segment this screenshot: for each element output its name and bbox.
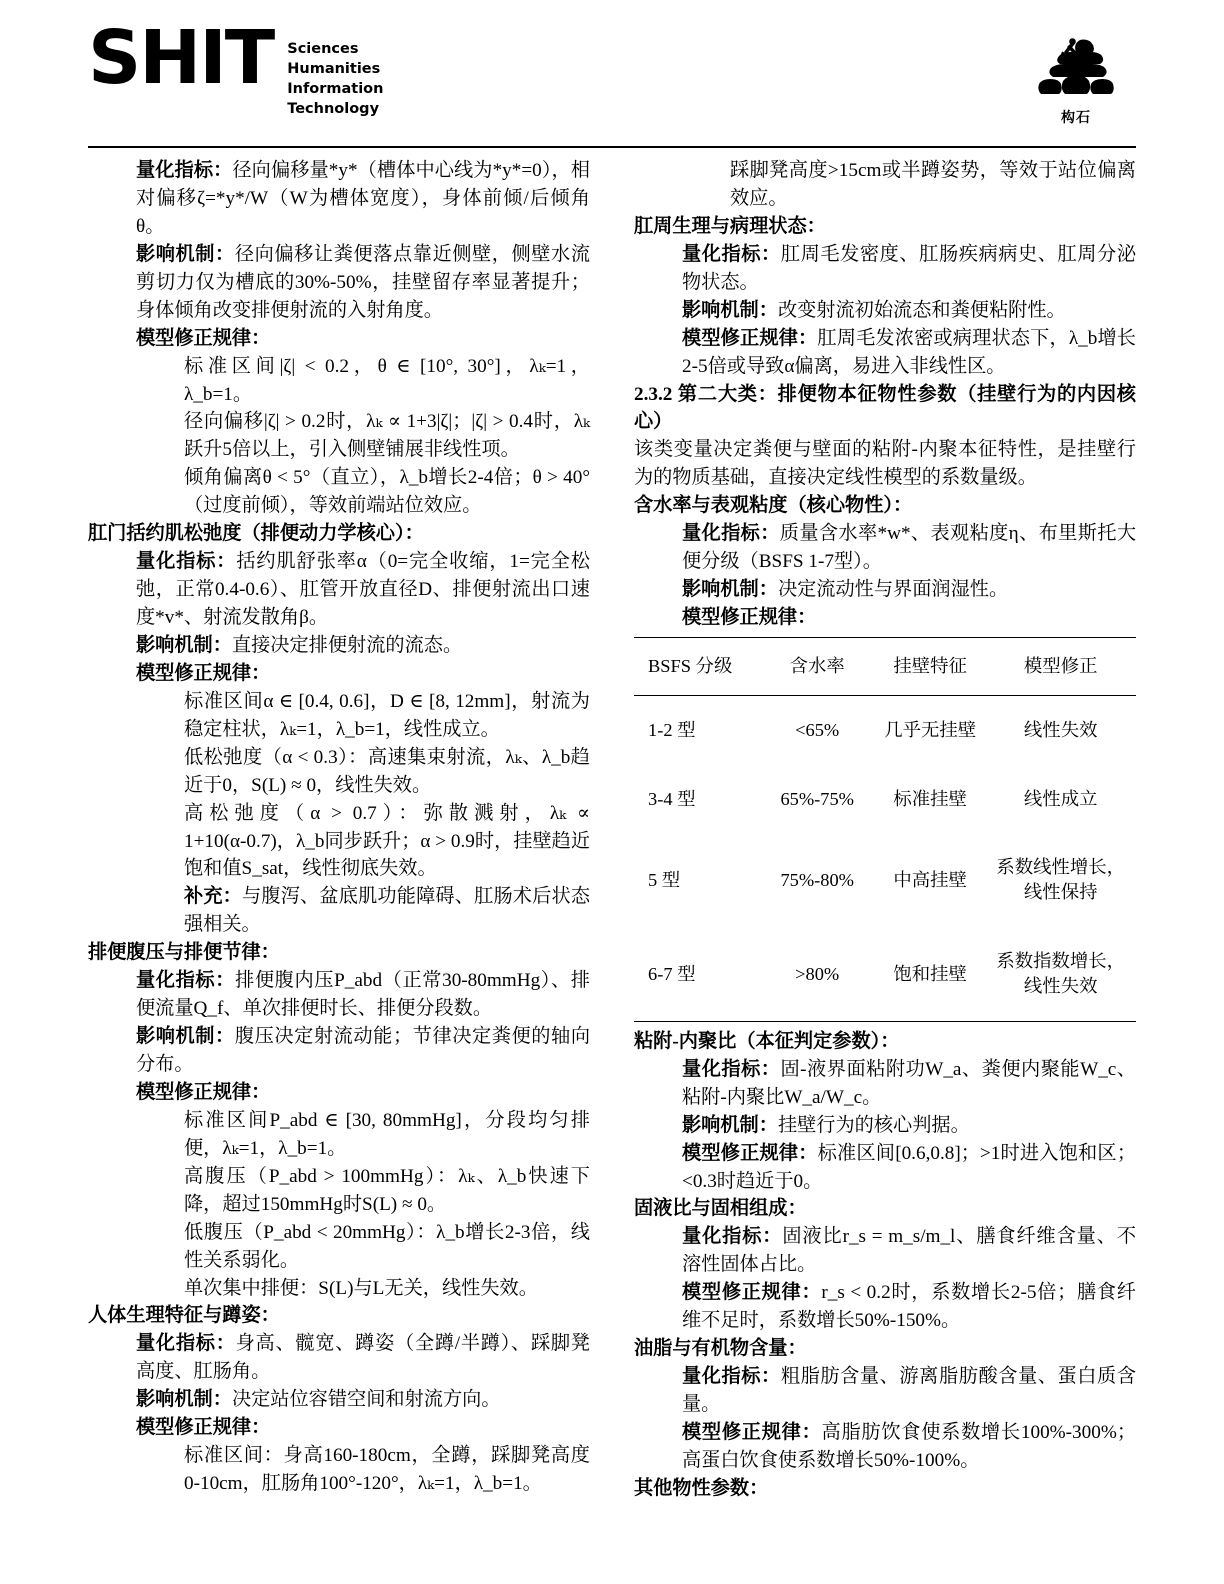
paragraph-text: 固-液界面粘附功W_a、粪便内聚能W_c、粘附-内聚比W_a/W_c。: [682, 1058, 1136, 1108]
paragraph-label: 量化指标：: [682, 1226, 783, 1248]
brand-tagline: [287, 28, 383, 119]
table-row: [634, 765, 1136, 834]
content-paragraph: [88, 1442, 590, 1498]
brand-tagline-line-2: Humanities: [287, 61, 381, 77]
paragraph-label: 模型修正规律：: [682, 1421, 822, 1443]
cell-water-content: <65%: [760, 695, 875, 764]
content-paragraph: [88, 157, 590, 241]
paragraph-text: 低腹压（P_abd < 20mmHg）：λ_b增长2-3倍，线性关系弱化。: [184, 1221, 590, 1271]
bsfs-header-grade: BSFS 分级: [634, 637, 760, 695]
paragraph-text: 高松弛度（α > 0.7）：弥散溅射，λₖ ∝ 1+10(α-0.7)，λ_b同步跃升；α > 0.9时，挂壁趋近饱和值S_sat，线性彻底失效。: [184, 802, 591, 880]
paragraph-text: 径向偏移让粪便落点靠近侧壁，侧壁水流剪切力仅为槽底的30%-50%，挂壁留存率显著提升；身体倾角改变排便射流的入射角度。: [136, 243, 591, 321]
table-row: [634, 695, 1136, 764]
paragraph-text: 踩脚凳高度>15cm或半蹲姿势，等效于站位偏离效应。: [730, 160, 1136, 209]
content-paragraph: [88, 967, 590, 1023]
stacked-stones-icon: [1033, 30, 1119, 106]
brand-tagline-line-4: Technology: [287, 101, 380, 117]
content-paragraph: [88, 1330, 590, 1386]
paragraph-label: 模型修正规律：: [682, 607, 817, 628]
right-column-top-blocks: [634, 157, 1136, 632]
section-heading: [634, 1335, 1136, 1363]
paragraph-label: 影响机制：: [136, 243, 235, 265]
paragraph-label: 模型修正规律：: [136, 1081, 271, 1103]
paragraph-text: 高脂肪饮食使系数增长100%-300%；高蛋白饮食使系数增长50%-100%。: [682, 1421, 1137, 1471]
section-heading: [634, 1195, 1136, 1223]
section-heading: [88, 520, 590, 548]
bsfs-header-water: 含水率: [760, 637, 875, 695]
paragraph-text: 身高、髋宽、蹲姿（全蹲/半蹲）、踩脚凳高度、肛肠角。: [136, 1333, 590, 1383]
paragraph-label: 排便腹压与排便节律：: [88, 942, 280, 964]
paragraph-text: 决定流动性与界面润湿性。: [777, 579, 1009, 601]
paragraph-text: 标准区间P_abd ∈ [30, 80mmHg]，分段均匀排便，λₖ=1，λ_b=1。: [184, 1109, 590, 1159]
table-row: [634, 833, 1136, 927]
paragraph-label: 影响机制：: [682, 579, 778, 601]
brand-wordmark: SHIT: [88, 15, 274, 101]
bsfs-header-model: 模型修正: [985, 637, 1136, 695]
paragraph-label: 影响机制：: [136, 1026, 235, 1048]
paragraph-label: 模型修正规律：: [136, 662, 271, 684]
right-column: [634, 157, 1136, 1503]
paragraph-text: 标准区间：身高160-180cm，全蹲，踩脚凳高度0-10cm，肛肠角100°-120°，λₖ=1，λ_b=1。: [184, 1445, 590, 1495]
cell-grade: 5 型: [648, 869, 681, 890]
cell-model-correction: 线性失效: [985, 695, 1136, 764]
content-paragraph: [634, 1223, 1136, 1279]
section-heading: [634, 1028, 1136, 1056]
content-paragraph: [634, 325, 1136, 381]
cell-wall-feature: 标准挂壁: [893, 788, 967, 809]
content-paragraph: [634, 157, 1136, 213]
paragraph-text: 径向偏移量*y*（槽体中心线为*y*=0），相对偏移ζ=*y*/W（W为槽体宽度），身体前倾/后倾角θ。: [136, 160, 590, 237]
content-paragraph: [88, 744, 590, 800]
paragraph-label: 2.3.2 第二大类：排便物本征物性参数（挂壁行为的内因核心）: [634, 383, 1136, 433]
paragraph-label: 模型修正规律：: [136, 327, 271, 349]
paragraph-text: 肛周毛发浓密或病理状态下，λ_b增长2-5倍或导致α偏离，易进入非线性区。: [682, 327, 1136, 377]
cell-grade: 6-7 型: [634, 927, 760, 1021]
paragraph-text: 直接决定排便射流的流态。: [231, 634, 463, 656]
publisher-mark-label: 构石: [1061, 110, 1091, 126]
paragraph-label: 固液比与固相组成：: [634, 1198, 807, 1220]
paragraph-text: 倾角偏离θ < 5°（直立），λ_b增长2-4倍；θ > 40°（过度前倾），等效前端站位效应。: [184, 467, 590, 517]
content-paragraph: [634, 1363, 1136, 1419]
content-paragraph: [634, 241, 1136, 297]
paragraph-text: 挂壁行为的核心判据。: [777, 1114, 970, 1136]
paragraph-label: 人体生理特征与蹲姿：: [88, 1305, 280, 1327]
section-heading: [634, 1475, 1136, 1503]
cell-wall-feature: 饱和挂壁: [875, 927, 985, 1021]
paragraph-text: 该类变量决定粪便与壁面的粘附-内聚本征特性，是挂壁行为的物质基础，直接决定线性模型的系数量级。: [634, 439, 1136, 489]
paragraph-text: 括约肌舒张率α（0=完全收缩，1=完全松弛，正常0.4-0.6）、肛管开放直径D、排便射流出口速度*v*、射流发散角β。: [136, 551, 590, 628]
table-row: [634, 927, 1136, 1021]
paragraph-label: 量化指标：: [682, 523, 780, 545]
paragraph-label: 其他物性参数：: [634, 1477, 769, 1499]
content-paragraph: [88, 800, 590, 884]
paragraph-text: r_s < 0.2时，系数增长2-5倍；膳食纤维不足时，系数增长50%-150%。: [682, 1282, 1136, 1332]
content-paragraph: [88, 688, 590, 744]
paragraph-label: 量化指标：: [682, 243, 781, 265]
bsfs-table-body: [634, 695, 1136, 1021]
cell-model-correction: 系数线性增长，线性保持: [996, 857, 1126, 903]
paragraph-label: 影响机制：: [682, 299, 778, 321]
bsfs-table-head: [634, 637, 1136, 695]
brand-logo: [88, 15, 384, 119]
body-columns: [88, 157, 1136, 1503]
bsfs-table: [634, 637, 1136, 1022]
section-heading: [88, 939, 590, 967]
paragraph-label: 补充：: [184, 886, 243, 908]
content-paragraph: [88, 353, 590, 409]
cell-model-correction: 系数指数增长，线性失效: [985, 927, 1136, 1021]
content-paragraph: [88, 1219, 590, 1275]
brand-tagline-line-3: Information: [287, 81, 384, 97]
content-paragraph: [634, 436, 1136, 492]
content-paragraph: [88, 408, 590, 464]
section-heading: [88, 1414, 590, 1442]
paragraph-label: 量化指标：: [136, 970, 236, 992]
content-paragraph: [634, 297, 1136, 325]
content-paragraph: [88, 548, 590, 632]
paragraph-text: 肛周毛发密度、肛肠疾病病史、肛周分泌物状态。: [682, 243, 1137, 293]
paragraph-label: 影响机制：: [136, 1389, 232, 1411]
content-paragraph: [88, 1023, 590, 1079]
content-paragraph: [88, 1275, 590, 1303]
paragraph-label: 影响机制：: [682, 1114, 778, 1136]
content-paragraph: [634, 1279, 1136, 1335]
content-paragraph: [88, 241, 590, 325]
paragraph-label: 模型修正规律：: [682, 327, 818, 349]
left-column: [88, 157, 590, 1503]
paragraph-text: 单次集中排便：S(L)与L无关，线性失效。: [184, 1277, 538, 1299]
paragraph-text: 粗脂肪含量、游离脂肪酸含量、蛋白质含量。: [682, 1366, 1137, 1416]
paragraph-text: 与腹泻、盆底肌功能障碍、肛肠术后状态强相关。: [184, 886, 591, 936]
content-paragraph: [634, 1112, 1136, 1140]
cell-grade: 3-4 型: [648, 788, 696, 809]
section-heading: [88, 1302, 590, 1330]
paragraph-text: 低松弛度（α < 0.3）：高速集束射流，λₖ、λ_b趋近于0，S(L) ≈ 0，线性失效。: [184, 746, 590, 796]
paragraph-label: 影响机制：: [136, 634, 232, 656]
paragraph-text: 标准区间|ζ| < 0.2，θ ∈ [10°, 30°]，λₖ=1，λ_b=1。: [184, 355, 590, 405]
content-paragraph: [88, 883, 590, 939]
content-paragraph: [88, 1107, 590, 1163]
paragraph-text: 标准区间α ∈ [0.4, 0.6]，D ∈ [8, 12mm]，射流为稳定柱状，λₖ=1，λ_b=1，线性成立。: [184, 690, 590, 740]
content-paragraph: [634, 576, 1136, 604]
paragraph-label: 量化指标：: [136, 551, 237, 573]
content-paragraph: [634, 1056, 1136, 1112]
cell-grade: 1-2 型: [634, 695, 760, 764]
paragraph-label: 含水率与表观粘度（核心物性）：: [634, 495, 913, 517]
page-header: [88, 0, 1136, 140]
paragraph-label: 量化指标：: [136, 1333, 236, 1355]
paragraph-label: 量化指标：: [136, 160, 233, 181]
paragraph-text: 高腹压（P_abd > 100mmHg）：λₖ、λ_b快速下降，超过150mmHg时S(L) ≈ 0。: [184, 1165, 590, 1215]
content-paragraph: [634, 1140, 1136, 1196]
content-paragraph: [88, 1163, 590, 1219]
section-heading: [88, 660, 590, 688]
section-heading: [634, 213, 1136, 241]
cell-model-correction: 线性成立: [1023, 788, 1098, 809]
section-heading: [634, 492, 1136, 520]
paragraph-label: 模型修正规律：: [682, 1282, 822, 1304]
paragraph-text: 径向偏移|ζ| > 0.2时，λₖ ∝ 1+3|ζ|；|ζ| > 0.4时，λₖ跃升5倍以上，引入侧壁铺展非线性项。: [184, 411, 590, 461]
paragraph-label: 量化指标：: [682, 1058, 781, 1080]
paragraph-text: 决定站位容错空间和射流方向。: [231, 1389, 501, 1411]
content-paragraph: [634, 1419, 1136, 1475]
content-paragraph: [88, 632, 590, 660]
content-paragraph: [88, 1386, 590, 1414]
content-paragraph: [634, 520, 1136, 576]
publisher-mark: [1016, 28, 1136, 127]
section-heading: [634, 604, 1136, 632]
paragraph-label: 肛周生理与病理状态：: [634, 215, 826, 237]
paragraph-text: 腹压决定射流动能；节律决定粪便的轴向分布。: [136, 1026, 591, 1075]
paragraph-text: 固液比r_s = m_s/m_l、膳食纤维含量、不溶性固体占比。: [682, 1226, 1137, 1276]
content-paragraph: [88, 464, 590, 520]
cell-wall-feature: 几乎无挂壁: [875, 695, 985, 764]
paragraph-label: 粘附-内聚比（本征判定参数）：: [634, 1030, 900, 1052]
cell-water-content: 75%-80%: [780, 869, 854, 890]
header-divider: [88, 146, 1136, 148]
section-heading: [634, 381, 1136, 437]
bsfs-table-header-row: [634, 637, 1136, 695]
paragraph-label: 模型修正规律：: [682, 1142, 818, 1164]
right-column-bottom-blocks: [634, 1028, 1136, 1503]
section-heading: [88, 325, 590, 353]
paragraph-text: 改变射流初始流态和粪便粘附性。: [777, 299, 1066, 321]
paragraph-text: 排便腹内压P_abd（正常30-80mmHg）、排便流量Q_f、单次排便时长、排便分段数。: [136, 970, 590, 1020]
cell-wall-feature: 中高挂壁: [893, 869, 967, 890]
paragraph-text: 标准区间[0.6,0.8]；>1时进入饱和区；<0.3时趋近于0。: [682, 1142, 1137, 1192]
paragraph-label: 肛门括约肌松弛度（排便动力学核心）：: [88, 523, 424, 545]
paragraph-text: 质量含水率*w*、表观粘度η、布里斯托大便分级（BSFS 1-7型）。: [682, 523, 1137, 573]
cell-water-content: 65%-75%: [780, 788, 854, 809]
section-heading: [88, 1079, 590, 1107]
brand-tagline-line-1: Sciences: [287, 41, 359, 57]
paragraph-label: 油脂与有机物含量：: [634, 1338, 807, 1360]
bsfs-header-feature: 挂壁特征: [875, 637, 985, 695]
paragraph-label: 量化指标：: [682, 1366, 781, 1388]
paragraph-label: 模型修正规律：: [136, 1417, 271, 1439]
cell-water-content: >80%: [760, 927, 875, 1021]
